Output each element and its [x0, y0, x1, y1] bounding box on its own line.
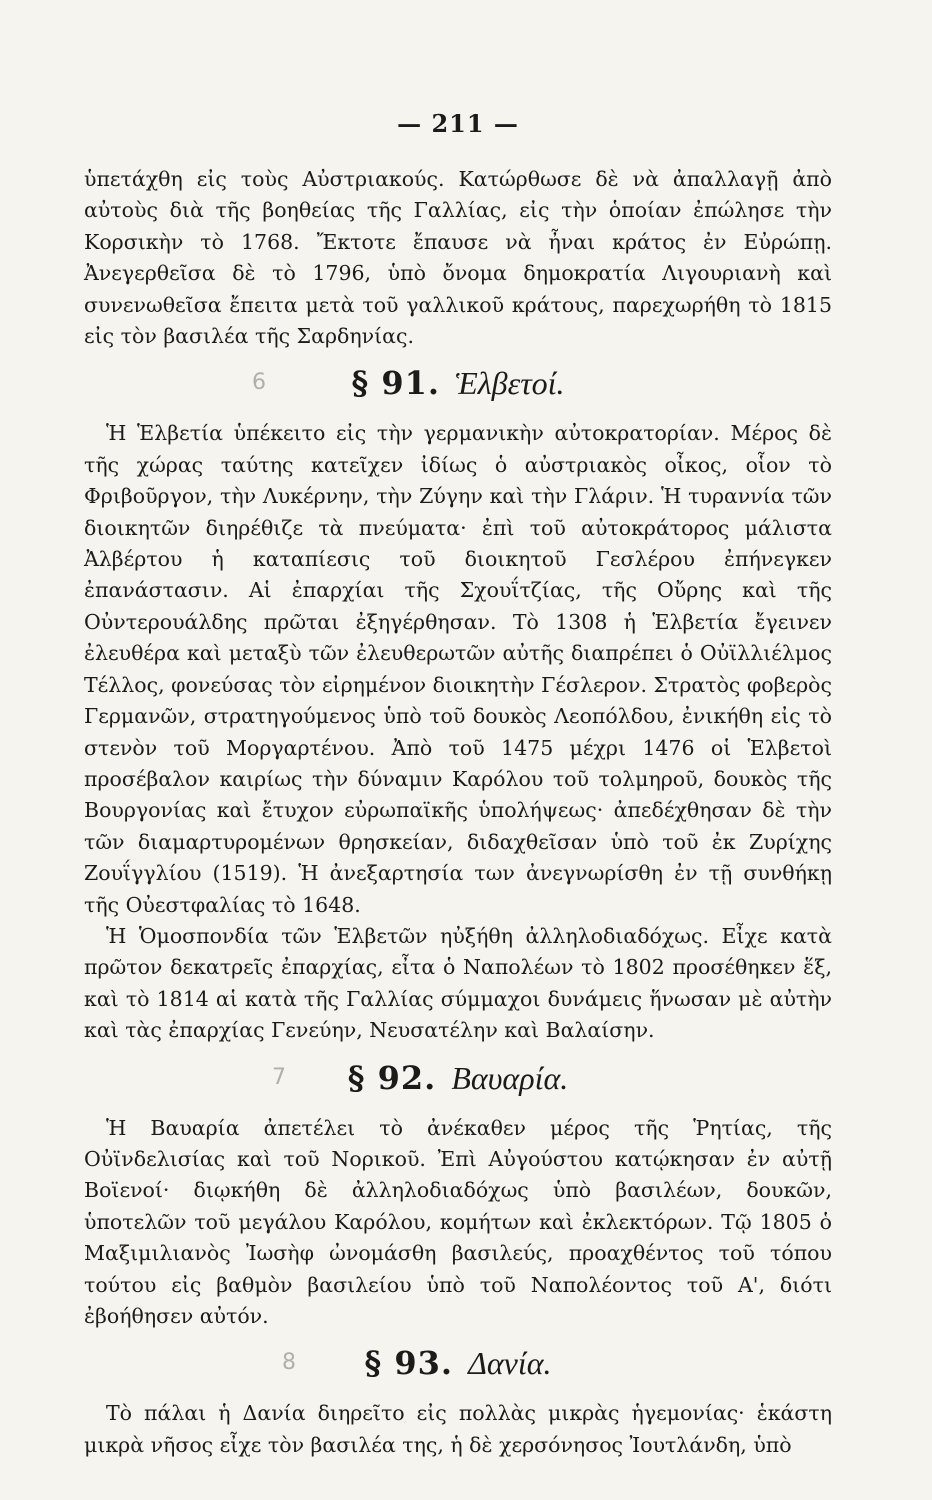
- page-number: — 211 —: [397, 109, 519, 138]
- paragraph-genoa-end: ὑπετάχθη εἰς τοὺς Αὐστριακούς. Κατώρθωσε δὲ νὰ ἀπαλλαγῇ ἀπὸ αὐτοὺς διὰ τῆς βοηθείας τῆς Γαλλίας, εἰς τὴν ὁποίαν ἐπώλησε τὴν Κορσικὴν τὸ 1768. Ἔκτοτε ἔπαυσε νὰ ἦναι κράτος ἐν Εὐρώπῃ. Ἀνεγερθεῖσα δὲ τὸ 1796, ὑπὸ ὄνομα δημοκρατία Λιγουριανὴ καὶ συνενωθεῖσα ἔπειτα μετὰ τοῦ γαλλικοῦ κράτους, παρεχωρήθη τὸ 1815 εἰς τὸν βασιλέα τῆς Σαρδηνίας.: [84, 167, 832, 349]
- section-number-92: § 92.: [347, 1058, 437, 1097]
- section-heading-93: [84, 1340, 832, 1386]
- pencil-mark-91: 6: [252, 370, 266, 396]
- pencil-mark-93: 8: [282, 1350, 296, 1376]
- paragraph-denmark: Τὸ πάλαι ἡ Δανία διηρεῖτο εἰς πολλὰς μικρὰς ἡγεμονίας· ἑκάστη μικρὰ νῆσος εἶχε τὸν βασιλέα της, ἡ δὲ χερσόνησος Ἰουτλάνδη, ὑπὸ: [84, 1401, 832, 1457]
- section-title-92: Βαυαρία.: [451, 1059, 569, 1096]
- paragraph-bavaria: Ἡ Βαυαρία ἀπετέλει τὸ ἀνέκαθεν μέρος τῆς Ῥητίας, τῆς Οὐϊνδελισίας καὶ τοῦ Νορικοῦ. Ἐπὶ Αὐγούστου κατῴκησαν ἐν αὐτῇ Βοϊενοί· διῳκήθη δὲ ἀλληλοδιαδόχως ὑπὸ βασιλέων, δουκῶν, ὑποτελῶν τοῦ μεγάλου Καρόλου, κομήτων καὶ ἐκλεκτόρων. Τῷ 1805 ὁ Μαξιμιλιανὸς Ἰωσὴφ ὠνομάσθη βασιλεύς, προαχθέντος τοῦ τόπου τούτου εἰς βαθμὸν βασιλείου ὑπὸ τοῦ Ναπολέοντος τοῦ Α', διότι ἐβοήθησεν αὐτόν.: [84, 1115, 832, 1328]
- paragraph-confederation: Ἡ Ὁμοσπονδία τῶν Ἑλβετῶν ηὐξήθη ἀλληλοδιαδόχως. Εἶχε κατὰ πρῶτον δεκατρεῖς ἐπαρχίας, εἶτα ὁ Ναπολέων τὸ 1802 προσέθηκεν ἕξ, καὶ τὸ 1814 αἱ κατὰ τῆς Γαλλίας σύμμαχοι δυνάμεις ἥνωσαν μὲ αὐτὴν καὶ τὰς ἐπαρχίας Γενεύην, Νευσατέλην καὶ Βαλαίσην.: [84, 923, 832, 1043]
- section-heading-92: [84, 1055, 832, 1101]
- pencil-mark-92: 7: [272, 1064, 286, 1090]
- section-title-93: Δανία.: [468, 1345, 552, 1382]
- section-number-91: § 91.: [351, 364, 441, 403]
- section-title-91: Ἑλβετοί.: [455, 365, 565, 402]
- paragraph-switzerland: Ἡ Ἑλβετία ὑπέκειτο εἰς τὴν γερμανικὴν αὐτοκρατορίαν. Μέρος δὲ τῆς χώρας ταύτης κατεῖχεν ἰδίως ὁ αὐστριακὸς οἶκος, οἷον τὸ Φριβοῦργον, τὴν Λυκέρνην, τὴν Ζύγην καὶ τὴν Γλάριν. Ἡ τυραννία τῶν διοικητῶν διηρέθιζε τὰ πνεύματα· ἐπὶ τοῦ αὐτοκράτορος μάλιστα Ἀλβέρτου ἡ καταπίεσις τοῦ διοικητοῦ Γεσλέρου ἐπήνεγκεν ἐπανάστασιν. Αἱ ἐπαρχίαι τῆς Σχουΐτζίας, τῆς Οὔρης καὶ τῆς Οὐντερουάλδης πρῶται ἐξηγέρθησαν. Τὸ 1308 ἡ Ἑλβετία ἔγεινεν ἐλευθέρα καὶ μεταξὺ τῶν ἐλευθερωτῶν αὐτῆς διαπρέπει ὁ Οὐϊλλιέλμος Τέλλος, φονεύσας τὸν εἰρημένον διοικητὴν Γέσλερον. Στρατὸς φοβερὸς Γερμανῶν, στρατηγούμενος ὑπὸ τοῦ δουκὸς Λεοπόλδου, ἐνικήθη εἰς τὸ στενὸν τοῦ Μοργαρτένου. Ἀπὸ τοῦ 1475 μέχρι 1476 οἱ Ἑλβετοὶ προσέβαλον καιρίως τὴν δύναμιν Καρόλου τοῦ τολμηροῦ, δουκὸς τῆς Βουργονίας καὶ ἔτυχον εὐρωπαϊκῆς ὑπολήψεως· ἀπεδέχθησαν δὲ τὴν τῶν διαμαρτυρομένων θρησκείαν, διδαχθεῖσαν ὑπὸ τοῦ ἐκ Ζυρίχης Ζουΐγγλίου (1519). Ἡ ἀνεξαρτησία των ἀνεγνωρίσθη ἐν τῇ συνθήκῃ τῆς Οὐεστφαλίας τὸ 1648.: [84, 421, 832, 917]
- section-number-93: § 93.: [364, 1344, 453, 1383]
- section-heading-91: [84, 360, 832, 406]
